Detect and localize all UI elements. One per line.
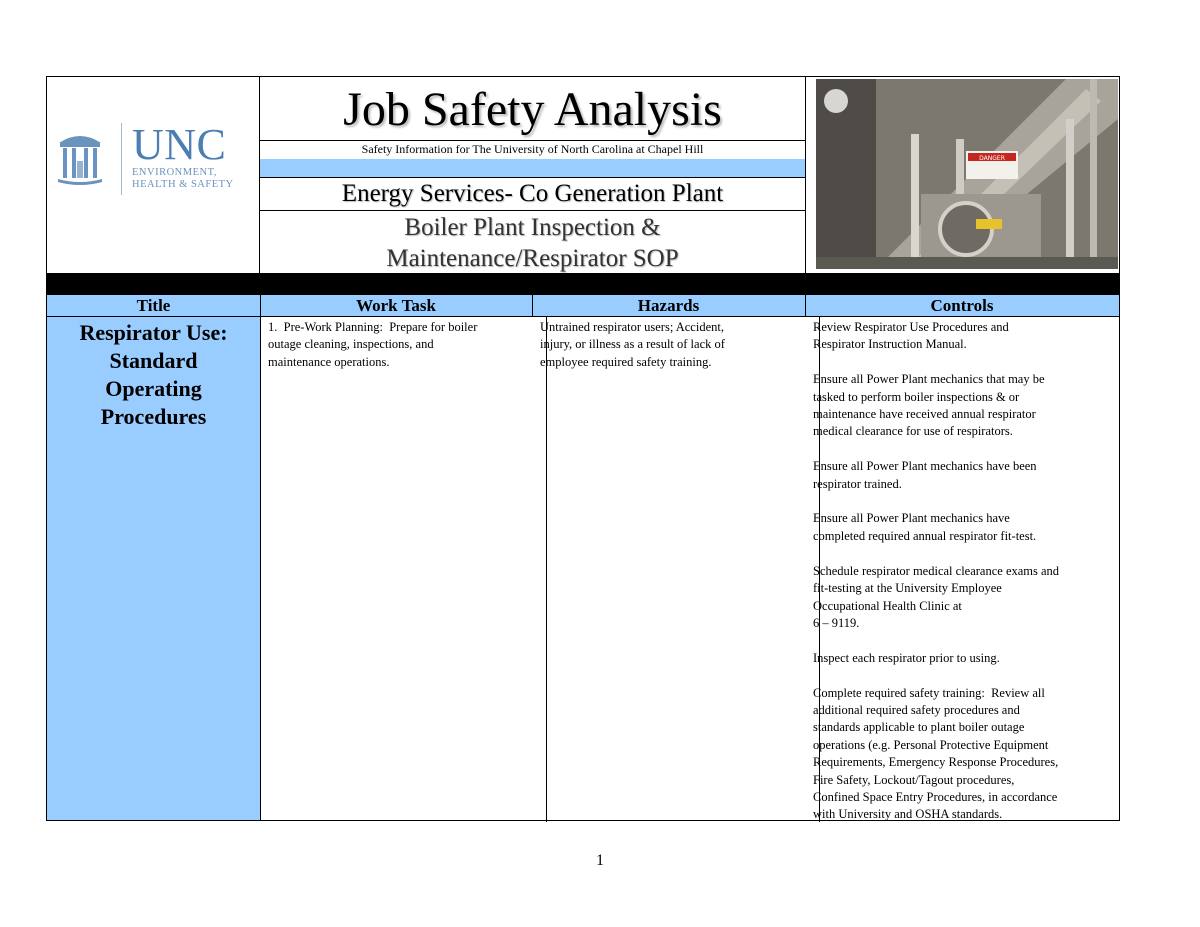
document-subtitle: Safety Information for The University of North Carolina at Chapel Hill	[260, 140, 805, 160]
blue-band	[260, 159, 805, 178]
topic-title	[260, 212, 805, 274]
jsa-document	[46, 76, 1120, 821]
unc-ehs-logo	[55, 121, 255, 191]
separator-bar	[47, 273, 1119, 295]
logo-subtitle	[132, 167, 234, 191]
old-well-icon	[55, 127, 105, 187]
photo-cell	[806, 77, 1119, 273]
column-header-controls: Controls	[930, 296, 994, 315]
department-title: Energy Services- Co Generation Plant	[260, 178, 805, 211]
document-title: Job Safety Analysis	[343, 83, 722, 136]
boiler-photo-illustration	[816, 79, 1118, 269]
row-title-line2: Standard	[109, 348, 198, 373]
column-header-title: Title	[136, 296, 171, 315]
work-task-cell: 1. Pre-Work Planning: Prepare for boiler outage cleaning, inspections, and maintenance operations.	[260, 317, 547, 822]
logo-wordmark: UNC	[132, 120, 227, 169]
logo-subtitle-line1: ENVIRONMENT,	[132, 167, 217, 178]
column-header-hazards: Hazards	[637, 296, 700, 315]
controls-cell: Review Respirator Use Procedures and Respirator Instruction Manual. Ensure all Power Plant mechanics that may be tasked to perform boiler inspections & or maintenance have received annual respirator medical clearance for use of respirators. Ensure all Power Plant mechanics have been respirator trained. Ensure all Power Plant mechanics have completed required annual respirator fit-test. Schedule respirator medical clearance exams and fit-testing at the University Employee Occupational Health Clinic at 6 – 9119. Inspect each respirator prior to using. Complete required safety training: Review all additional required safety procedures and standards applicable to plant boiler outage operations (e.g. Personal Protective Equipment Requirements, Emergency Response Procedures, Fire Safety, Lockout/Tagout procedures, Confined Space Entry Procedures, in accordance with University and OSHA standards.	[813, 320, 1060, 822]
table-header-row	[47, 295, 1119, 317]
page-number: 1	[596, 852, 604, 869]
column-header-work-task: Work Task	[356, 296, 436, 315]
hazards-cell: Untrained respirator users; Accident, injury, or illness as a result of lack of employee required safety training.	[532, 317, 820, 822]
logo-subtitle-line2: HEALTH & SAFETY	[132, 179, 234, 190]
row-title-line1: Respirator Use:	[79, 320, 228, 345]
row-title-cell	[47, 317, 261, 820]
table-row	[47, 317, 1119, 820]
row-title-line3: Operating	[105, 376, 202, 401]
title-cell	[260, 77, 806, 273]
row-title-line4: Procedures	[100, 404, 207, 429]
logo-divider	[121, 123, 122, 195]
logo-cell	[47, 77, 260, 273]
svg-text:DANGER: DANGER	[979, 155, 1005, 162]
topic-line2: Maintenance/Respirator SOP	[386, 245, 679, 272]
row-title	[47, 319, 260, 431]
boiler-equipment-photo	[816, 79, 1118, 269]
topic-line1: Boiler Plant Inspection &	[404, 214, 661, 241]
